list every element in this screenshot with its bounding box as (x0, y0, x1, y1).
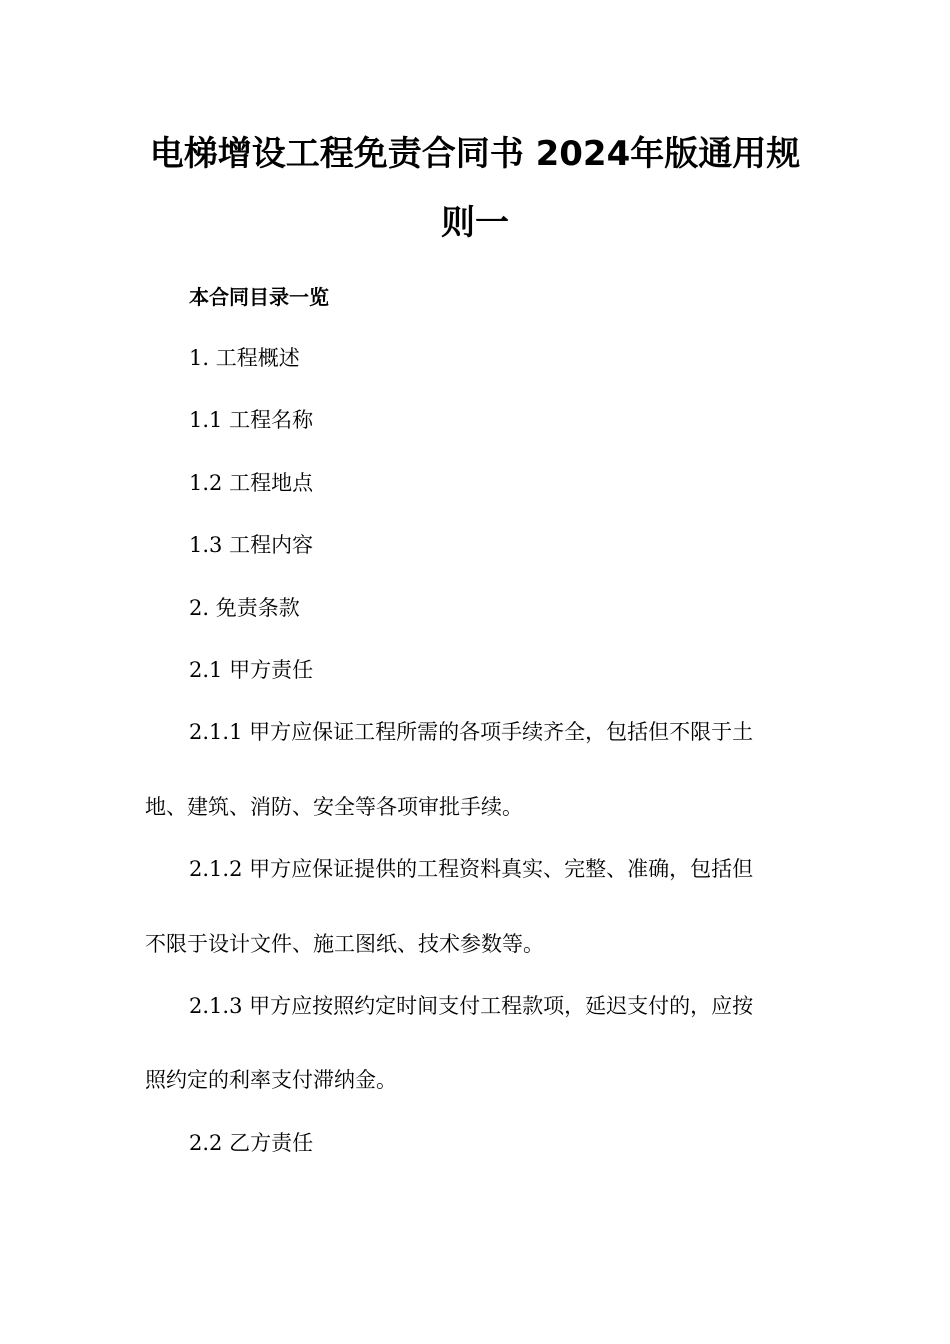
toc-item: 1.1 工程名称 (189, 408, 314, 432)
clause-paragraph-line: 不限于设计文件、施工图纸、技术参数等。 (145, 932, 544, 956)
toc-item: 2. 免责条款 (189, 596, 300, 620)
toc-item: 2.2 乙方责任 (189, 1131, 314, 1155)
toc-item: 1. 工程概述 (189, 346, 300, 370)
document-title-line-1: 电梯增设工程免责合同书 2024年版通用规 (149, 134, 801, 174)
toc-item: 2.1 甲方责任 (189, 658, 314, 682)
clause-paragraph-line: 2.1.2 甲方应保证提供的工程资料真实、完整、准确，包括但 (189, 857, 754, 881)
clause-paragraph-line: 2.1.1 甲方应保证工程所需的各项手续齐全，包括但不限于土 (189, 720, 754, 744)
toc-item: 1.3 工程内容 (189, 533, 314, 557)
toc-heading: 本合同目录一览 (189, 285, 329, 309)
clause-paragraph-line: 地、建筑、消防、安全等各项审批手续。 (145, 795, 523, 819)
document-title-line-2: 则一 (441, 203, 509, 243)
clause-paragraph-line: 2.1.3 甲方应按照约定时间支付工程款项，延迟支付的，应按 (189, 994, 754, 1018)
toc-item: 1.2 工程地点 (189, 471, 314, 495)
clause-paragraph-line: 照约定的利率支付滞纳金。 (145, 1068, 397, 1092)
